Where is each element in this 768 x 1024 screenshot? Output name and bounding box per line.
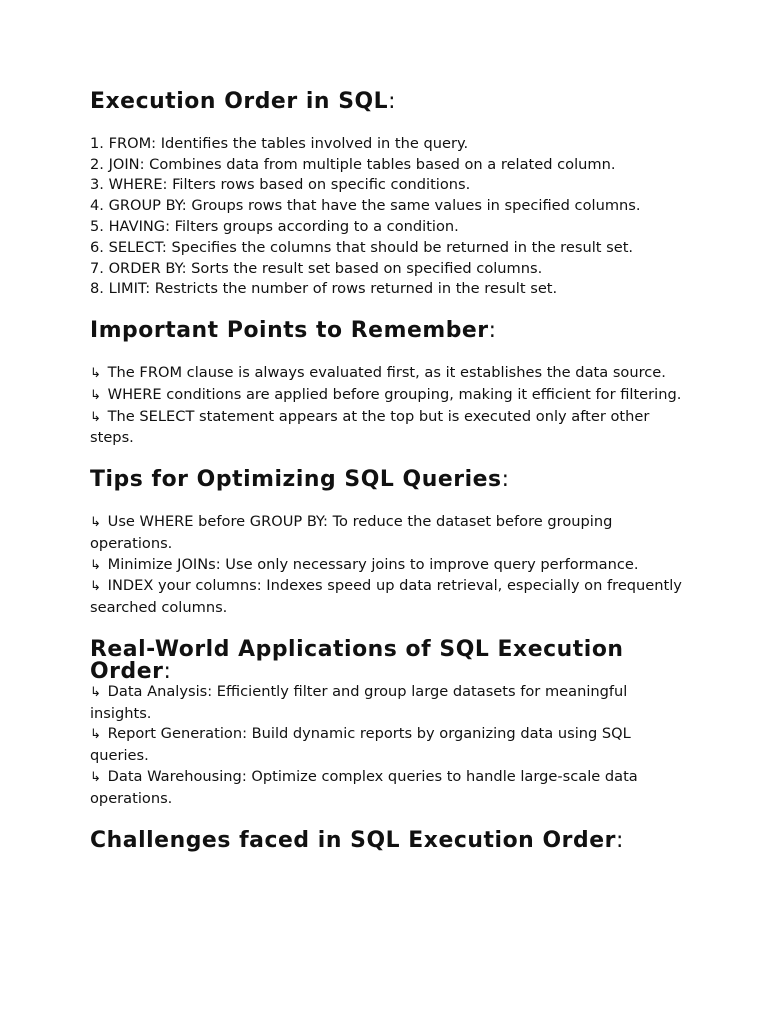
section-heading (90, 320, 690, 342)
section-optimization-tips (90, 469, 690, 619)
list-item: 5. HAVING: Filters groups according to a condition. (90, 217, 459, 235)
heading-colon: : (501, 467, 510, 493)
spacer (90, 113, 690, 134)
list-item: 8. LIMIT: Restricts the number of rows returned in the result set. (90, 280, 558, 298)
list-item-text: Data Warehousing: Optimize complex queries to handle large-scale data operations. (90, 767, 638, 807)
list-item: 2. JOIN: Combines data from multiple tables based on a related column. (90, 155, 616, 173)
section-heading (90, 469, 690, 491)
heading-colon: : (615, 827, 624, 853)
heading-text: Real-World Applications of SQL Execution Order (90, 636, 624, 684)
heading-colon: : (388, 89, 396, 114)
section-heading (90, 827, 690, 853)
section-heading (90, 91, 690, 113)
heading-text: Tips for Optimizing SQL Queries (90, 467, 502, 493)
section-important-points (90, 320, 690, 449)
list-item (90, 767, 690, 810)
list-item: 1. FROM: Identifies the tables involved in the query. (90, 134, 469, 152)
optimization-tips-list (90, 512, 690, 619)
return-arrow-icon: ↳ (90, 579, 101, 595)
list-item-text: Data Analysis: Efficiently filter and group large datasets for meaningful insights. (90, 682, 628, 722)
return-arrow-icon: ↳ (90, 365, 101, 381)
spacer (90, 491, 690, 512)
execution-steps-list (90, 134, 690, 300)
heading-colon: : (488, 318, 497, 344)
list-item (90, 724, 690, 767)
return-arrow-icon: ↳ (90, 684, 101, 700)
return-arrow-icon: ↳ (90, 727, 101, 743)
section-challenges (90, 827, 690, 853)
section-real-world-applications (90, 636, 690, 810)
spacer (90, 342, 690, 363)
heading-colon: : (163, 658, 171, 684)
list-item (90, 512, 690, 555)
return-arrow-icon: ↳ (90, 387, 101, 403)
list-item-text: WHERE conditions are applied before grouping, making it efficient for filtering. (107, 385, 682, 403)
applications-list (90, 682, 690, 810)
list-item-text: Report Generation: Build dynamic reports by organizing data using SQL queries. (90, 725, 631, 765)
return-arrow-icon: ↳ (90, 769, 101, 785)
heading-text: Important Points to Remember (90, 318, 489, 344)
section-heading (90, 636, 690, 684)
section-execution-order (90, 91, 690, 300)
list-item (90, 576, 690, 619)
list-item: 6. SELECT: Specifies the columns that should be returned in the result set. (90, 238, 634, 256)
list-item (90, 407, 690, 450)
list-item (90, 363, 690, 385)
list-item: 3. WHERE: Filters rows based on specific conditions. (90, 176, 471, 194)
list-item (90, 385, 690, 407)
list-item (90, 682, 690, 725)
document-page (90, 91, 690, 852)
list-item-text: The SELECT statement appears at the top but is executed only after other steps. (90, 407, 650, 447)
heading-text: Challenges faced in SQL Execution Order (90, 827, 616, 853)
list-item-text: INDEX your columns: Indexes speed up data retrieval, especially on frequently searched columns. (90, 577, 682, 617)
return-arrow-icon: ↳ (90, 409, 101, 425)
return-arrow-icon: ↳ (90, 557, 101, 573)
important-points-list (90, 363, 690, 449)
list-item-text: Minimize JOINs: Use only necessary joins to improve query performance. (107, 555, 639, 573)
list-item-text: The FROM clause is always evaluated first, as it establishes the data source. (107, 363, 666, 381)
list-item (90, 555, 690, 577)
list-item-text: Use WHERE before GROUP BY: To reduce the dataset before grouping operations. (90, 512, 613, 552)
list-item: 7. ORDER BY: Sorts the result set based on specified columns. (90, 259, 543, 277)
list-item: 4. GROUP BY: Groups rows that have the same values in specified columns. (90, 197, 641, 215)
return-arrow-icon: ↳ (90, 514, 101, 530)
heading-text: Execution Order in SQL (90, 89, 389, 114)
